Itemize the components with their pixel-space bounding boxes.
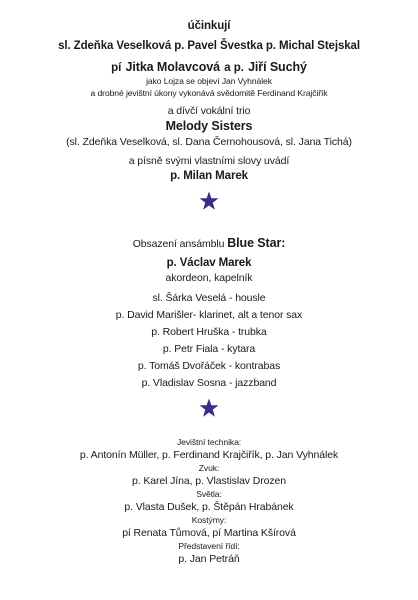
crew-names-director: p. Jan Petráň (178, 553, 240, 565)
crew-label-tech: Jevištní technika: (176, 437, 242, 447)
bandleader-role: akordeon, kapelník (165, 272, 253, 284)
guest-name-1: Jitka Molavcová (125, 60, 220, 74)
star-icon (199, 191, 219, 211)
ensemble-heading (0, 237, 418, 250)
host-intro: a písně svými vlastními slovy uvádí (128, 155, 290, 167)
crew-names-costume: pí Renata Tůmová, pí Martina Kšírová (122, 527, 296, 539)
crew-names-light: p. Vlasta Dušek, p. Štěpán Hrabánek (124, 501, 294, 513)
crew-label-light: Světla: (196, 489, 222, 499)
cast-line-guests (0, 59, 418, 75)
guest-name-2: Jiří Suchý (248, 60, 307, 74)
trio-members: (sl. Zdeňka Veselková, sl. Dana Černohousová, sl. Jana Tichá) (66, 136, 352, 148)
trio-intro: a dívčí vokální trio (167, 105, 251, 117)
crew-names-tech: p. Antonín Müller, p. Ferdinand Krajčiřík, p. Jan Vyhnálek (79, 449, 339, 461)
trio-name: Melody Sisters (165, 119, 253, 133)
band-member: sl. Šárka Veselá - housle (152, 292, 266, 304)
host-name: p. Milan Marek (170, 170, 248, 182)
performers-heading: účinkují (187, 20, 231, 32)
band-member: p. David Marišler- klarinet, alt a tenor sax (115, 309, 303, 321)
band-member: p. Robert Hruška - trubka (151, 326, 267, 338)
crew-label-director: Představení řídí: (178, 541, 240, 551)
star-icon (199, 398, 219, 418)
cast-note-stagehand: a drobné jevištní úkony vykonává svědomitě Ferdinand Krajčiřík (90, 88, 328, 98)
ensemble-heading-prefix: Obsazení ansámblu (132, 238, 225, 250)
band-member: p. Petr Fiala - kytara (162, 343, 256, 355)
ensemble-name: Blue Star: (227, 236, 286, 250)
bandleader-name: p. Václav Marek (166, 257, 252, 269)
cast-note-lojza: jako Lojza se objeví Jan Vyhnálek (146, 76, 272, 86)
crew-label-costume: Kostýmy: (191, 515, 227, 525)
crew-label-sound: Zvuk: (198, 463, 220, 473)
crew-names-sound: p. Karel Jína, p. Vlastislav Drozen (131, 475, 287, 487)
band-member: p. Vladislav Sosna - jazzband (141, 377, 277, 389)
cast-prefix: pí (111, 62, 122, 74)
band-member: p. Tomáš Dvořáček - kontrabas (137, 360, 281, 372)
cast-conjunction: a p. (224, 62, 244, 74)
cast-line-main: sl. Zdeňka Veselková p. Pavel Švestka p. Michal Stejskal (58, 40, 360, 52)
